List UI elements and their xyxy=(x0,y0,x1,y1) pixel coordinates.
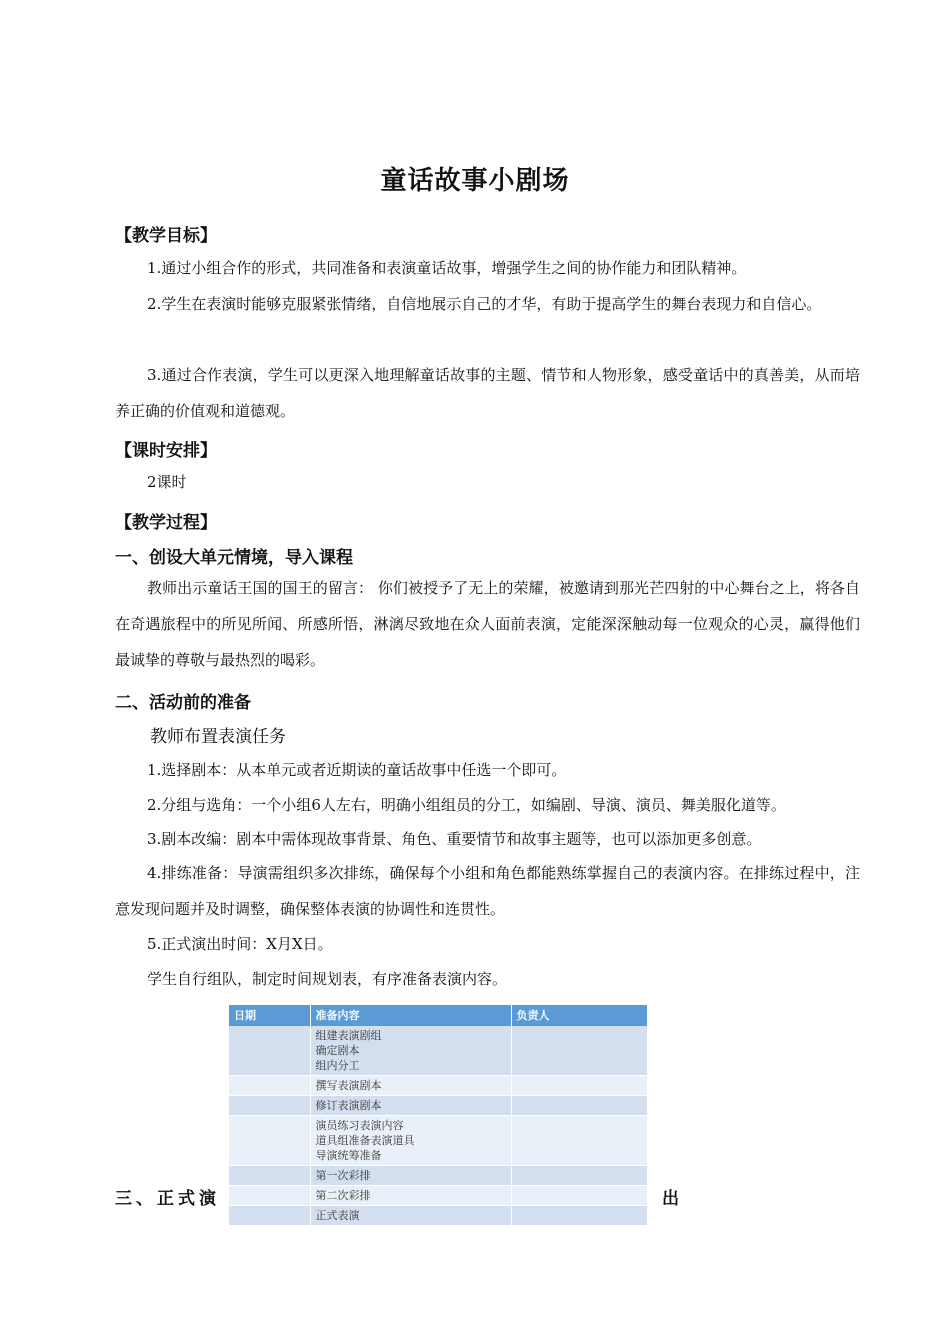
cell-line xyxy=(517,1098,642,1113)
cell-content xyxy=(310,1076,511,1096)
cell-owner xyxy=(511,1166,647,1186)
cell-date xyxy=(229,1186,310,1206)
cell-owner xyxy=(511,1116,647,1166)
cell-line: 导演统筹准备 xyxy=(315,1149,382,1162)
cell-line xyxy=(517,1188,642,1203)
process-heading: 【教学过程】 xyxy=(115,513,217,533)
cell-owner xyxy=(511,1096,647,1116)
task-item-4: 4.排练准备：导演需组织多次排练，确保每个小组和角色都能熟练掌握自己的表演内容。在排练过程中，注意发现问题并及时调整，确保整体表演的协调性和连贯性。 xyxy=(115,864,860,918)
cell-owner xyxy=(511,1076,647,1096)
cell-line xyxy=(234,1208,305,1223)
cell-line xyxy=(234,1188,305,1203)
student-text: 学生自行组队，制定时间规划表，有序准备表演内容。 xyxy=(147,970,508,988)
cell-line: 撰写表演剧本 xyxy=(315,1079,382,1092)
task-item-5: 5.正式演出时间：X月X日。 xyxy=(147,935,333,953)
cell-line: 道具组准备表演道具 xyxy=(315,1134,415,1147)
table-header-row xyxy=(229,1005,647,1026)
header-owner: 负责人 xyxy=(511,1005,647,1026)
cell-date xyxy=(229,1206,310,1226)
tasks-heading: 教师布置表演任务 xyxy=(150,727,286,747)
cell-line: 演员练习表演内容 xyxy=(315,1119,404,1132)
cell-date xyxy=(229,1166,310,1186)
table-row xyxy=(229,1186,647,1206)
cell-line xyxy=(517,1168,642,1183)
cell-owner xyxy=(511,1026,647,1076)
header-date: 日期 xyxy=(229,1005,310,1026)
schedule-text: 2课时 xyxy=(147,473,187,491)
cell-line: 修订表演剧本 xyxy=(315,1099,382,1112)
cell-content xyxy=(310,1166,511,1186)
cell-owner xyxy=(511,1186,647,1206)
cell-line: 确定剧本 xyxy=(315,1044,360,1057)
table-row xyxy=(229,1116,647,1166)
cell-line xyxy=(234,1168,305,1183)
cell-line: 组内分工 xyxy=(315,1059,360,1072)
cell-content xyxy=(310,1116,511,1166)
cell-date xyxy=(229,1026,310,1076)
cell-line xyxy=(517,1078,642,1093)
goal-item-3: 3.通过合作表演，学生可以更深入地理解童话故事的主题、情节和人物形象，感受童话中的真善美，从而培养正确的价值观和道德观。 xyxy=(115,366,860,420)
cell-content xyxy=(310,1206,511,1226)
cell-line: 第一次彩排 xyxy=(315,1169,371,1182)
plan-table xyxy=(229,1005,648,1226)
cell-line xyxy=(517,1028,642,1043)
cell-line xyxy=(234,1118,305,1133)
section1-text: 教师出示童话王国的国王的留言： 你们被授予了无上的荣耀，被邀请到那光芒四射的中心舞台之上，将各自在奇遇旅程中的所见所闻、所感所悟，淋漓尽致地在众人面前表演，定能深深触动每一位观众的心灵，赢得他们最诚挚的尊敬与最热烈的喝彩。 xyxy=(115,579,860,669)
page-title: 童话故事小剧场 xyxy=(380,166,570,196)
goals-heading: 【教学目标】 xyxy=(115,226,217,246)
table-row xyxy=(229,1026,647,1076)
goal-item-1: 1.通过小组合作的形式，共同准备和表演童话故事，增强学生之间的协作能力和团队精神。 xyxy=(147,259,747,277)
cell-date xyxy=(229,1096,310,1116)
cell-line: 组建表演剧组 xyxy=(315,1029,382,1042)
table-row xyxy=(229,1166,647,1186)
schedule-heading: 【课时安排】 xyxy=(115,441,217,461)
table-row xyxy=(229,1076,647,1096)
section3-heading-left: 三、正式演 xyxy=(115,1189,220,1209)
cell-content xyxy=(310,1026,511,1076)
section2-heading: 二、活动前的准备 xyxy=(115,693,251,713)
goal-item-2: 2.学生在表演时能够克服紧张情绪，自信地展示自己的才华，有助于提高学生的舞台表现力和自信心。 xyxy=(147,295,822,313)
task-item-1: 1.选择剧本：从本单元或者近期读的童话故事中任选一个即可。 xyxy=(147,761,567,779)
cell-line xyxy=(234,1098,305,1113)
cell-content xyxy=(310,1186,511,1206)
header-content: 准备内容 xyxy=(310,1005,511,1026)
task-item-3: 3.剧本改编：剧本中需体现故事背景、角色、重要情节和故事主题等，也可以添加更多创意。 xyxy=(147,830,762,848)
cell-line xyxy=(234,1078,305,1093)
table-row xyxy=(229,1206,647,1226)
cell-line xyxy=(517,1208,642,1223)
cell-owner xyxy=(511,1206,647,1226)
section3-heading-right: 出 xyxy=(662,1189,679,1209)
cell-line: 第二次彩排 xyxy=(315,1189,371,1202)
cell-line xyxy=(517,1118,642,1133)
section1-heading: 一、创设大单元情境，导入课程 xyxy=(115,548,353,568)
cell-date xyxy=(229,1076,310,1096)
table-row xyxy=(229,1096,647,1116)
cell-line: 正式表演 xyxy=(315,1209,360,1222)
cell-date xyxy=(229,1116,310,1166)
cell-line xyxy=(234,1028,305,1043)
table-body xyxy=(229,1026,647,1226)
task-item-2: 2.分组与选角：一个小组6人左右，明确小组组员的分工，如编剧、导演、演员、舞美服化道等。 xyxy=(147,796,786,814)
cell-content xyxy=(310,1096,511,1116)
